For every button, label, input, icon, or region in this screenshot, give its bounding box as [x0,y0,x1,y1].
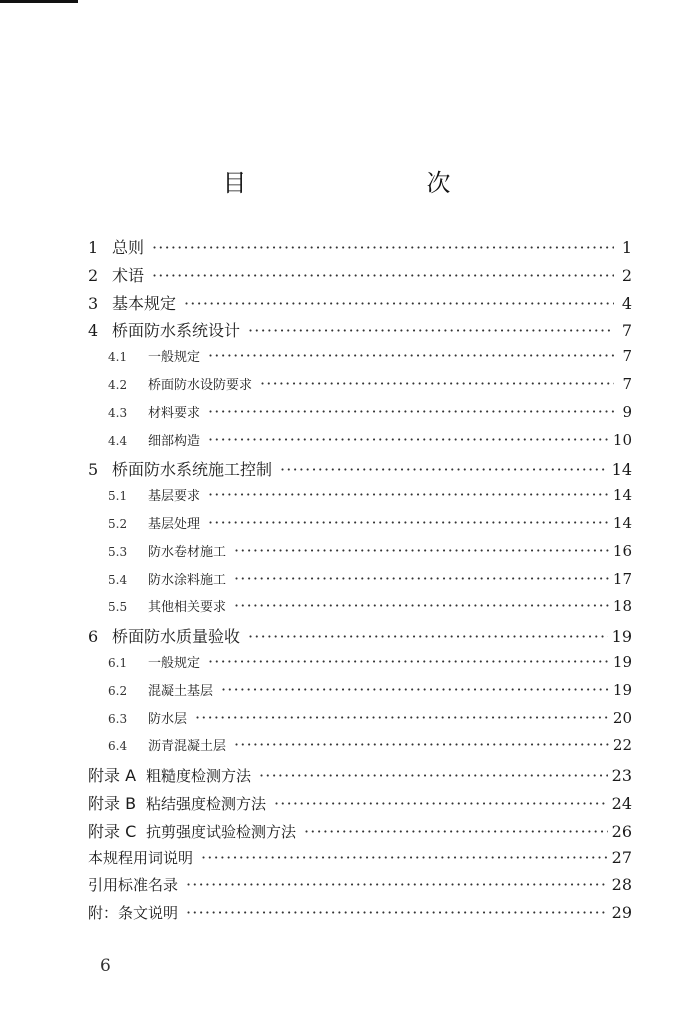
dot-leader [201,848,608,867]
dot-leader [152,266,614,285]
toc-entry-title: 基层处理 [148,516,201,532]
toc-entry-title: 一般规定 [148,655,201,671]
toc-entry-number: 4 [88,321,99,341]
toc-entry-title: 附：条文说明 [88,904,179,923]
toc-entry-page: 10 [612,430,632,449]
toc-entry-number: 4.4 [108,433,128,448]
toc-entry-title: 引用标准名录 [88,876,179,895]
toc-entry-number: 4.1 [108,350,128,365]
toc-entry-number: 5.3 [108,544,128,559]
toc-entry-page: 26 [611,821,632,841]
toc-entry[interactable] [88,374,632,402]
toc-entry[interactable] [88,430,632,458]
dot-leader [208,430,609,449]
toc-entry-title: 本规程用词说明 [88,848,194,867]
toc-entry-title: 粘结强度检测方法 [146,794,267,813]
toc-entry-title: 桥面防水系统施工控制 [112,460,273,480]
dot-leader [208,346,614,365]
dot-leader [248,321,614,340]
toc-entry-page: 28 [611,875,632,895]
dot-leader [234,596,609,615]
toc-entry-number: 5.1 [108,489,128,504]
toc-entry-page: 7 [622,374,632,393]
toc-entry-title: 总则 [112,238,145,257]
toc-entry-title: 基层要求 [148,489,201,505]
toc-entry-number: 6.4 [108,739,128,754]
toc-entry-title: 防水涂料施工 [148,572,227,588]
toc-entry-page: 19 [612,652,632,671]
toc-entry-page: 19 [611,627,632,647]
toc-entry-title: 防水卷材施工 [148,544,227,560]
dot-leader [208,402,614,421]
toc-entry-number: 6.1 [108,655,128,670]
toc-entry-number: 5.4 [108,572,128,587]
toc-entry-title: 桥面防水质量验收 [112,627,241,647]
toc-entry-page: 2 [621,265,632,285]
toc-entry-page: 20 [612,708,632,727]
toc-entry[interactable] [88,457,632,485]
toc-entry-number: 附录 C [88,821,137,841]
toc-entry[interactable] [88,735,632,763]
toc-entry[interactable] [88,291,632,319]
toc-entry-title: 其他相关要求 [148,600,227,616]
toc-entry-title: 材料要求 [148,405,201,421]
dot-leader [260,374,614,393]
toc-entry-title: 术语 [112,265,145,285]
table-of-contents [88,235,632,930]
dot-leader [248,627,608,646]
toc-entry[interactable] [88,513,632,541]
toc-entry[interactable] [88,819,632,847]
toc-entry[interactable] [88,318,632,346]
toc-entry-page: 17 [612,569,632,588]
toc-entry[interactable] [88,346,632,374]
dot-leader [195,708,609,727]
toc-entry[interactable] [88,624,632,652]
toc-entry-number: 附录 A [88,766,137,786]
scan-edge-mark [0,0,78,3]
toc-entry-number: 4.3 [108,405,128,420]
toc-entry[interactable] [88,402,632,430]
toc-entry-title: 基本规定 [112,293,177,313]
toc-entry[interactable] [88,652,632,680]
toc-entry-title: 桥面防水设防要求 [148,377,253,393]
toc-entry-title: 一般规定 [148,350,201,366]
toc-entry-title: 沥青混凝土层 [148,739,227,755]
toc-entry[interactable] [88,485,632,513]
toc-entry[interactable] [88,874,632,902]
toc-entry-title: 防水层 [148,711,188,727]
dot-leader [234,569,609,588]
toc-entry-number: 6 [88,627,99,647]
toc-entry-page: 16 [612,541,632,560]
toc-entry-number: 5.2 [108,516,128,531]
dot-leader [208,652,609,671]
toc-entry-number: 5.5 [108,600,128,615]
toc-entry-number: 1 [88,238,99,257]
toc-entry-number: 3 [88,293,99,313]
dot-leader [208,513,609,532]
dot-leader [234,541,609,560]
toc-entry-title: 混凝土基层 [148,683,214,699]
toc-entry[interactable] [88,235,632,263]
toc-entry[interactable] [88,569,632,597]
toc-entry-title: 粗糙度检测方法 [146,767,252,786]
dot-leader [234,735,609,754]
toc-entry-page: 18 [612,597,632,616]
toc-entry[interactable] [88,263,632,291]
toc-entry-number: 5 [88,460,99,480]
dot-leader [184,294,614,313]
dot-leader [221,680,609,699]
toc-entry-page: 14 [611,460,632,480]
dot-leader [152,238,614,257]
toc-entry[interactable] [88,541,632,569]
dot-leader [304,822,608,841]
toc-entry[interactable] [88,791,632,819]
toc-entry-number: 2 [88,265,99,285]
toc-entry-page: 27 [611,847,632,867]
toc-entry-page: 1 [621,238,632,257]
toc-entry[interactable] [88,596,632,624]
toc-entry-page: 14 [612,486,632,505]
dot-leader [259,766,608,785]
toc-entry-number: 4.2 [108,377,128,392]
toc-entry-page: 22 [612,736,632,755]
toc-entry-page: 9 [622,402,632,421]
toc-entry-page: 4 [621,293,632,313]
toc-entry[interactable] [88,902,632,930]
toc-entry[interactable] [88,708,632,736]
toc-entry-page: 7 [622,347,632,366]
toc-entry-number: 6.2 [108,683,128,698]
toc-entry-title: 细部构造 [148,433,201,449]
page-number: 6 [100,956,111,976]
toc-entry-number: 6.3 [108,711,128,726]
dot-leader [280,460,608,479]
toc-entry-page: 23 [611,766,632,786]
toc-entry-page: 14 [612,513,632,532]
toc-entry[interactable] [88,847,632,875]
toc-entry-number: 附录 B [88,793,137,813]
toc-entry-page: 24 [611,793,632,813]
dot-leader [208,485,609,504]
toc-entry-page: 7 [621,321,632,341]
toc-entry-title: 抗剪强度试验检测方法 [146,822,297,841]
toc-entry-page: 19 [612,680,632,699]
dot-leader [274,794,608,813]
toc-entry-title: 桥面防水系统设计 [112,321,241,341]
toc-entry[interactable] [88,680,632,708]
toc-entry-page: 29 [611,903,632,923]
dot-leader [186,875,608,894]
page-title: 目 次 [222,169,495,197]
toc-entry[interactable] [88,763,632,791]
dot-leader [186,903,608,922]
